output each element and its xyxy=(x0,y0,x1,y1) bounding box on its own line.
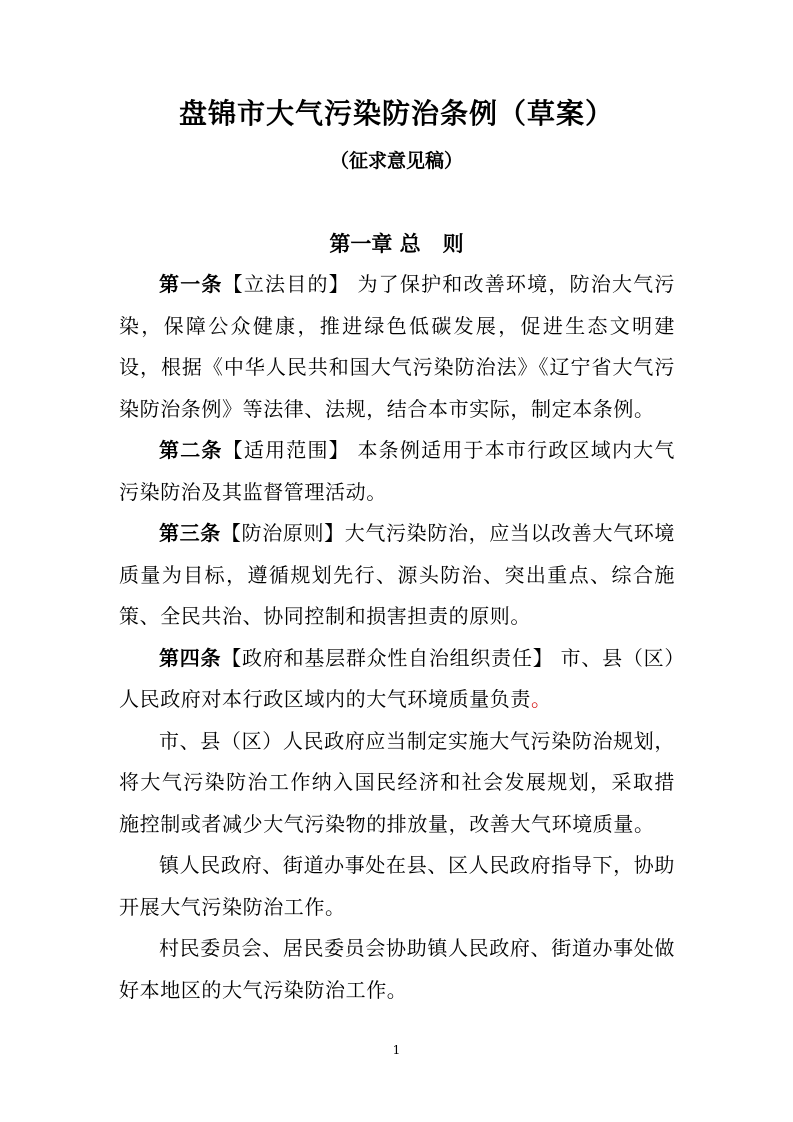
article-number: 第二条 xyxy=(159,438,223,462)
document-body xyxy=(119,264,675,1011)
article-3 xyxy=(119,513,675,638)
article-4 xyxy=(119,638,675,721)
red-period-mark: 。 xyxy=(531,687,552,711)
page-number: 1 xyxy=(392,1043,401,1057)
article-heading: 【政府和基层群众性自治组织责任】 xyxy=(221,645,554,670)
document-title: 盘锦市大气污染防治条例（草案） xyxy=(178,97,614,130)
article-number: 第四条 xyxy=(159,645,222,670)
article-heading: 【防治原则】 xyxy=(220,521,345,545)
article-number: 第一条 xyxy=(159,272,223,296)
article-4-paragraph: 市、县（区）人民政府应当制定实施大气污染防治规划，将大气污染防治工作纳入国民经济和社会发展规划，采取措施控制或者减少大气污染物的排放量，改善大气环境质量。 xyxy=(119,728,675,836)
article-4-paragraph: 镇人民政府、街道办事处在县、区人民政府指导下，协助开展大气污染防治工作。 xyxy=(119,853,675,919)
article-text: 市、县（区）人民政府对本行政区域内的大气环境质量负责 xyxy=(119,645,675,711)
article-4-paragraph: 村民委员会、居民委员会协助镇人民政府、街道办事处做好本地区的大气污染防治工作。 xyxy=(119,936,675,1002)
article-heading: 【立法目的】 xyxy=(222,272,350,296)
article-2 xyxy=(119,430,675,513)
document-subtitle: （征求意见稿） xyxy=(329,150,463,172)
chapter-heading: 第一章 总 则 xyxy=(329,232,464,256)
article-1 xyxy=(119,264,675,430)
article-heading: 【适用范围】 xyxy=(222,438,350,462)
article-text: 为了保护和改善环境，防治大气污染，保障公众健康，推进绿色低碳发展，促进生态文明建设，根据《中华人民共和国大气污染防治法》《辽宁省大气污染防治条例》等法律、法规，结合本市实际，制定本条例。 xyxy=(119,272,675,421)
article-text: 本条例适用于本市行政区域内大气污染防治及其监督管理活动。 xyxy=(119,438,675,504)
article-text: 大气污染防治，应当以改善大气环境质量为目标，遵循规划先行、源头防治、突出重点、综合施策、全民共治、协同控制和损害担责的原则。 xyxy=(119,521,675,628)
article-number: 第三条 xyxy=(159,521,221,545)
